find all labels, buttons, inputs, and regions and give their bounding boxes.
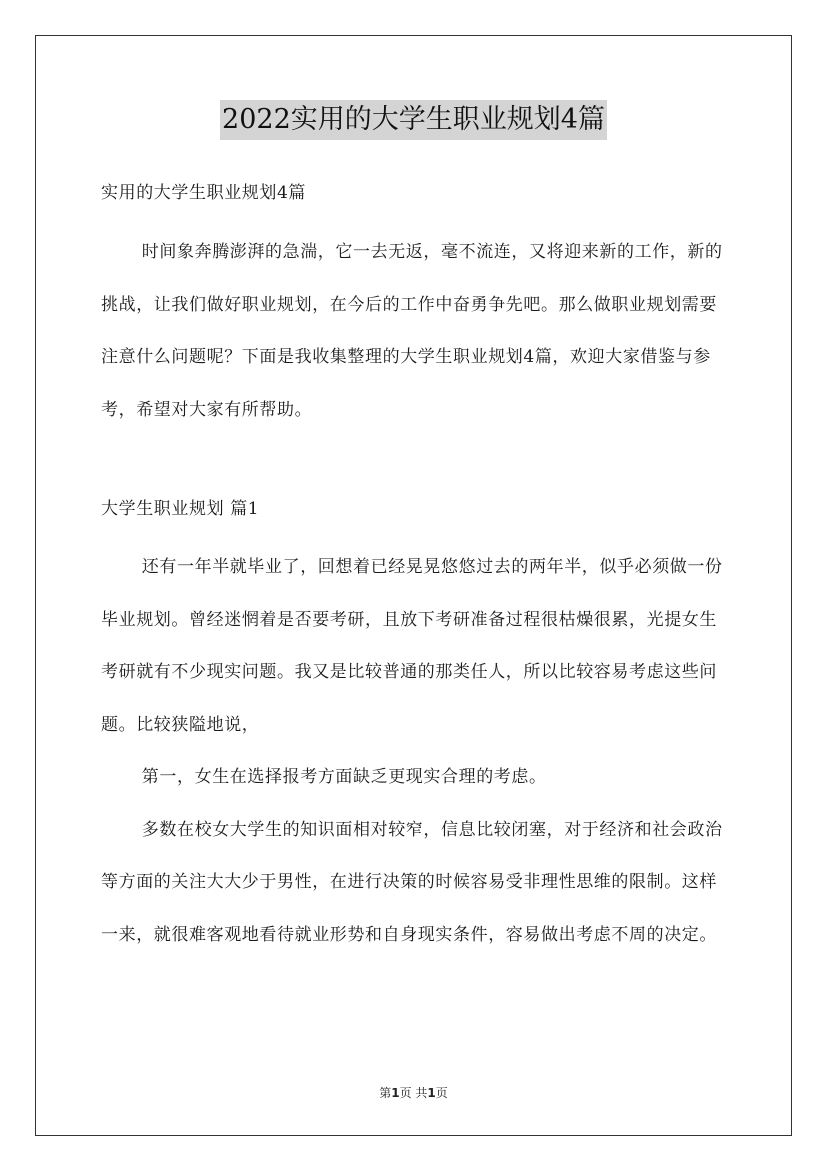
body-paragraph: 还有一年半就毕业了，回想着已经晃晃悠悠过去的两年半，似乎必须做一份毕业规划。曾经迷惘着是否要考研，且放下考研准备过程很枯燥很累，光提女生考研就有不少现实问题。我又是比较普通的那类任人，所以比较容易考虑这些问题。比较狭隘地说， (101, 557, 723, 735)
document-body (101, 173, 731, 961)
total-page-number: 1 (427, 1086, 436, 1100)
document-title: 2022实用的大学生职业规划4篇 (220, 100, 607, 140)
page-footer (0, 1084, 827, 1101)
document-subtitle: 实用的大学生职业规划4篇 (101, 183, 307, 203)
body-paragraph: 多数在校女大学生的知识面相对较窄，信息比较闭塞，对于经济和社会政治等方面的关注大大少于男性，在进行决策的时候容易受非理性思维的限制。这样一来，就很难客观地看待就业形势和自身现实条件，容易做出考虑不周的决定。 (101, 819, 723, 945)
title-container (0, 100, 827, 140)
body-paragraph: 第一，女生在选择报考方面缺乏更现实合理的考虑。 (141, 767, 547, 787)
current-page-number: 1 (391, 1086, 400, 1100)
section-heading: 大学生职业规划 篇1 (101, 499, 260, 519)
intro-paragraph: 时间象奔腾澎湃的急湍，它一去无返，毫不流连，又将迎来新的工作，新的挑战，让我们做好职业规划，在今后的工作中奋勇争先吧。那么做职业规划需要注意什么问题呢？下面是我收集整理的大学生职业规划4篇，欢迎大家借鉴与参考，希望对大家有所帮助。 (101, 242, 723, 420)
page-suffix: 页 (435, 1086, 448, 1100)
page-mid: 页 共 (399, 1086, 428, 1100)
page-prefix: 第 (379, 1086, 392, 1100)
